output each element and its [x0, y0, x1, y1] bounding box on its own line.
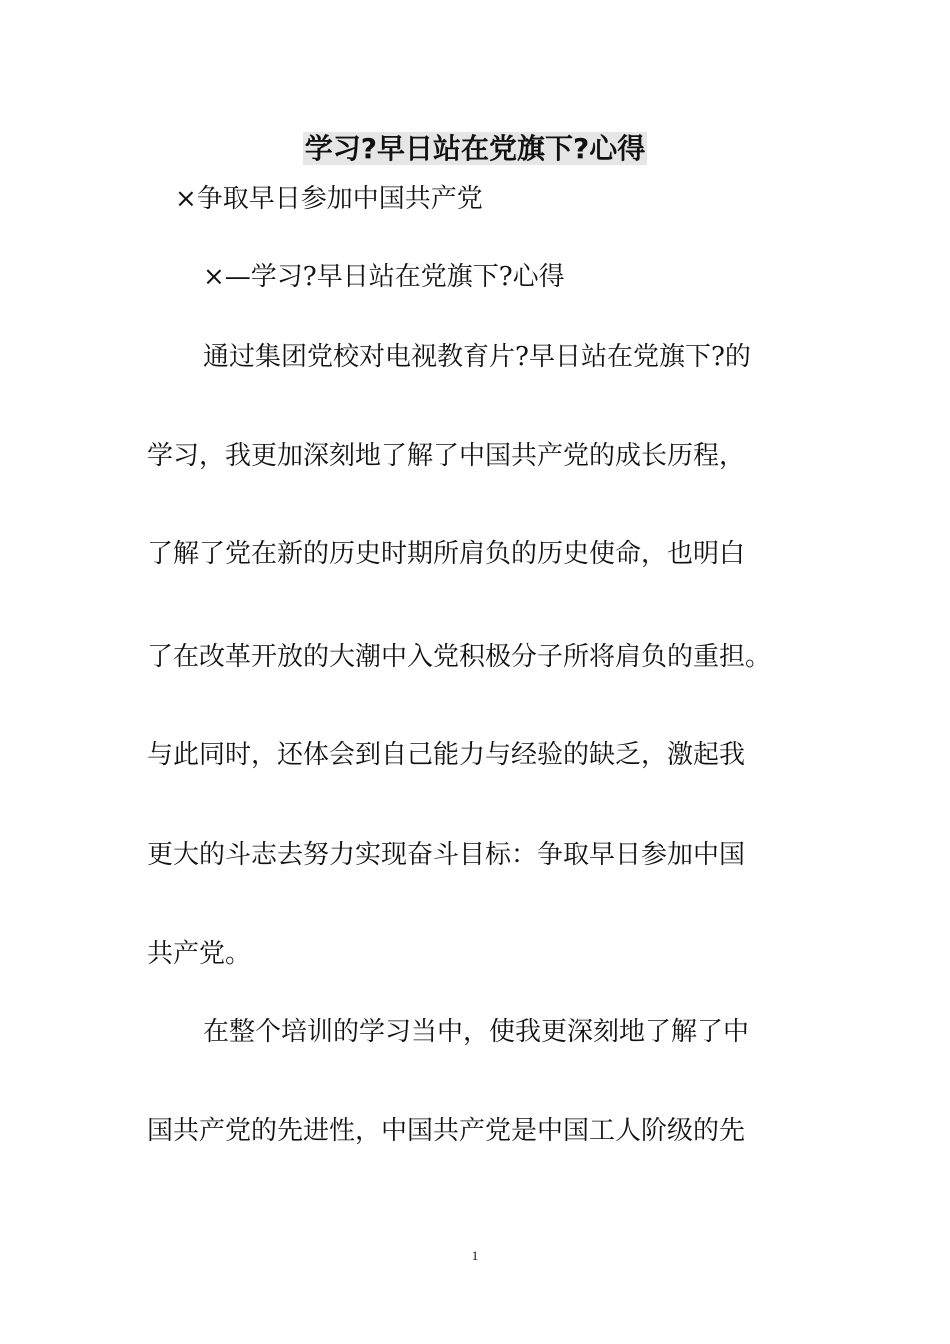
document-title-text: 学习?早日站在党旗下?心得: [304, 132, 646, 165]
document-title: [0, 130, 950, 168]
body-line-8: 在整个培训的学习当中，使我更深刻地了解了中: [203, 1017, 750, 1047]
body-line-6: 更大的斗志去努力实现奋斗目标：争取早日参加中国: [147, 840, 746, 870]
body-line-4: 了在改革开放的大潮中入党积极分子所将肩负的重担。: [147, 642, 772, 672]
body-line-5: 与此同时，还体会到自己能力与经验的缺乏，激起我: [147, 740, 746, 770]
subtitle-line-1: ×争取早日参加中国共产党: [175, 184, 483, 214]
page-number: 1: [471, 1248, 479, 1263]
body-line-2: 学习，我更加深刻地了解了中国共产党的成长历程，: [147, 441, 746, 471]
body-line-3: 了解了党在新的历史时期所肩负的历史使命，也明白: [147, 539, 746, 569]
subtitle-line-2: ×—学习?早日站在党旗下?心得: [203, 262, 565, 292]
body-line-9: 国共产党的先进性，中国共产党是中国工人阶级的先: [147, 1116, 746, 1146]
body-line-1: 通过集团党校对电视教育片?早日站在党旗下?的: [203, 342, 751, 372]
body-line-7: 共产党。: [147, 939, 252, 969]
